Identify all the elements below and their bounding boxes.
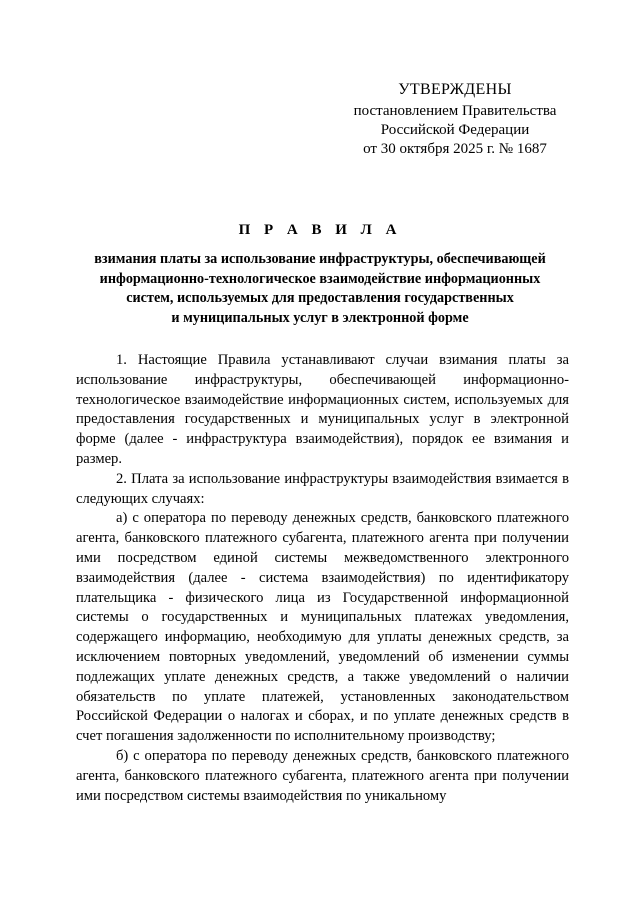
subtitle-line: систем, используемых для предоставления государственных [126, 290, 514, 306]
document-title: П Р А В И Л А [238, 222, 402, 238]
paragraph-2a: а) с оператора по переводу денежных средств, банковского платежного агента, банковского платежного субагента, платежного агента при получении ими посредством единой системы межведомственного электронного взаимодействия (далее - система взаимодействия) по идентификатору плательщика - физического лица из Государственной информационной системы о государственных и муниципальных платежах уведомления, содержащего информацию, необходимую для уплаты денежных средств, за исключением повторных уведомлений, уведомлений об изменении суммы подлежащих уплате денежных средств, а также уведомлений о наличии обязательств по уплате платежей, установленных законодательством Российской Федерации о налогах и сборах, и по уплате денежных средств в счет погашения задолженности по исполнительному производству; [76, 510, 569, 745]
paragraph-1: 1. Настоящие Правила устанавливают случаи взимания платы за использование инфраструктуры, обеспечивающей информационно-технологическое взаимодействие информационных систем, используемых для предоставления государственных и муниципальных услуг в электронной форме (далее - инфраструктура взаимодействия), порядок ее взимания и размер. [76, 352, 569, 467]
document-body [76, 351, 569, 806]
subtitle-line: и муниципальных услуг в электронной форме [171, 309, 469, 326]
subtitle-line: информационно-технологическое взаимодействие информационных [99, 270, 541, 287]
subtitle-line: взимания платы за использование инфраструктуры, обеспечивающей [94, 251, 546, 267]
paragraph-2: 2. Плата за использование инфраструктуры взаимодействия взимается в следующих случаях: [76, 470, 569, 507]
approval-stamp [330, 80, 580, 159]
document-subtitle [70, 250, 570, 328]
approval-title: УТВЕРЖДЕНЫ [398, 81, 512, 98]
approval-line-government: Российской Федерации [380, 122, 530, 138]
approval-line-date-number: от 30 октября 2025 г. № 1687 [363, 141, 547, 157]
approval-line-resolution: постановлением Правительства [353, 103, 557, 119]
paragraph-2b: б) с оператора по переводу денежных средств, банковского платежного агента, банковского платежного субагента, платежного агента при получении ими посредством системы взаимодействия по уникальному [76, 747, 569, 804]
